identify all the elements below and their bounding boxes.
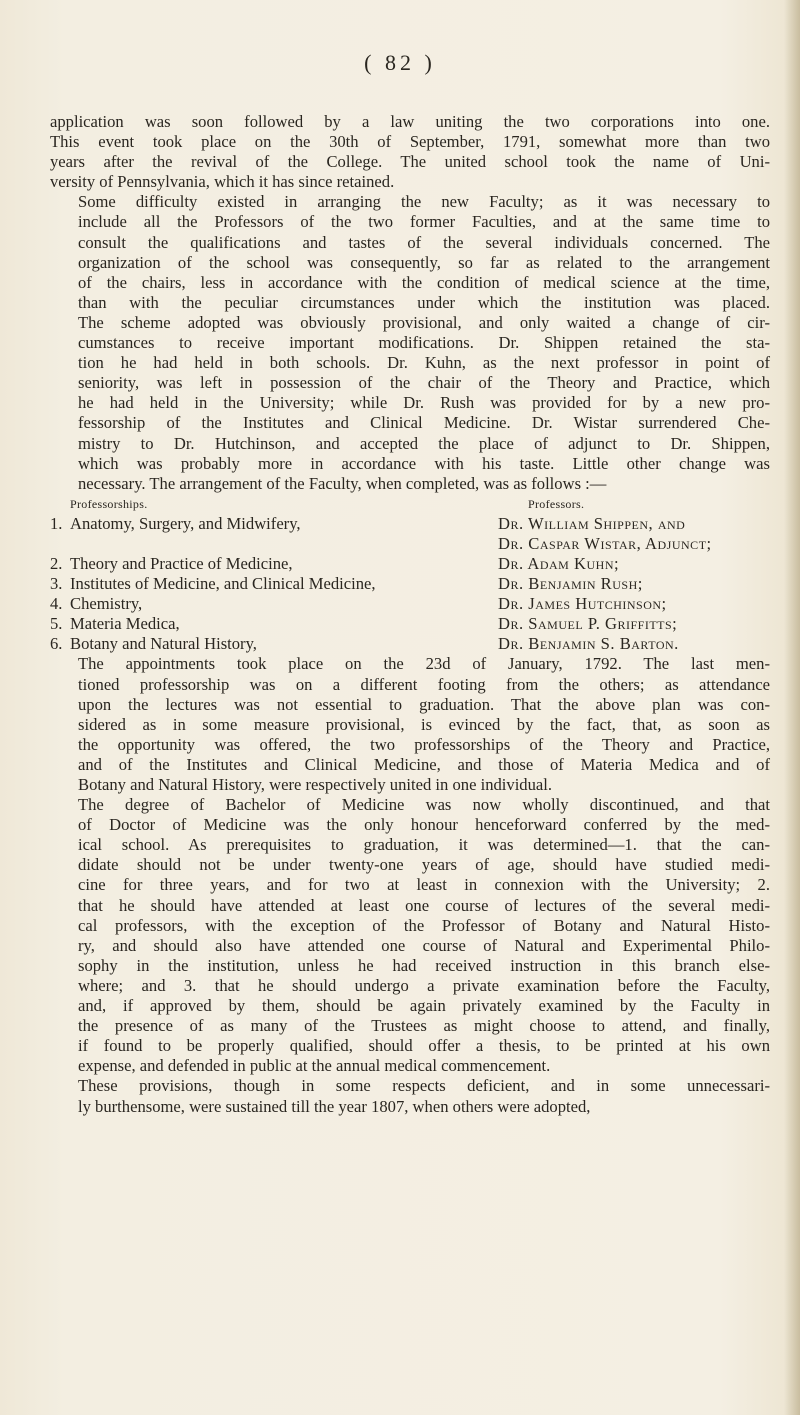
- text-line: which was probably more in accordance with his taste. Little other change was: [78, 453, 770, 473]
- text-line: sophy in the institution, unless he had received instruction in this branch else-: [78, 955, 770, 975]
- text-line: cal professors, with the exception of the Professor of Botany and Natural Histo-: [78, 915, 770, 935]
- text-line: These provisions, though in some respects deficient, and in some unnecessari-: [78, 1076, 770, 1096]
- text-line: of Doctor of Medicine was the only honour henceforward conferred by the med-: [78, 815, 770, 835]
- faculty-table-rows: [50, 514, 770, 655]
- text-line: and, if approved by them, should be again privately examined by the Faculty in: [78, 996, 770, 1016]
- text-line: tion he had held in both schools. Dr. Kuhn, as the next professor in point of: [78, 353, 770, 373]
- professorship-cell: Institutes of Medicine, and Clinical Medicine,: [70, 574, 376, 594]
- text-line: upon the lectures was not essential to graduation. That the above plan was con-: [78, 694, 770, 714]
- text-line: ical school. As prerequisites to graduation, it was determined—1. that the can-: [78, 835, 770, 855]
- row-number: 3.: [50, 574, 63, 594]
- text-line: cine for three years, and for two at least in connexion with the University; 2.: [78, 875, 770, 895]
- row-number: 2.: [50, 553, 63, 573]
- text-line: necessary. The arrangement of the Faculty, when completed, was as follows :—: [78, 473, 607, 493]
- professorship-cell: [70, 534, 498, 554]
- text-line: tioned professorship was on a different footing from the others; as attendance: [78, 674, 770, 694]
- faculty-table-header: [50, 494, 770, 514]
- text-line: Some difficulty existed in arranging the new Faculty; as it was necessary to: [78, 192, 770, 212]
- row-number: 4.: [50, 594, 63, 614]
- text-line: the opportunity was offered, the two professorships of the Theory and Practice,: [78, 734, 770, 754]
- professors-header: Professors.: [528, 496, 585, 511]
- professorship-cell: Chemistry,: [70, 594, 143, 614]
- text-line: didate should not be under twenty-one years of age, should have studied medi-: [78, 855, 770, 875]
- text-line: include all the Professors of the two former Faculties, and at the same time to: [78, 212, 770, 232]
- professor-cell: Dr. Adam Kuhn;: [498, 553, 620, 573]
- text-line: the presence of as many of the Trustees as might choose to attend, and finally,: [78, 1016, 770, 1036]
- text-line: sidered as in some measure provisional, is evinced by the fact, that, as soon as: [78, 714, 770, 734]
- text-line: consult the qualifications and tastes of the several individuals concerned. The: [78, 232, 770, 252]
- professor-cell: Dr. William Shippen, and: [498, 513, 686, 533]
- paragraph-4: [50, 795, 770, 1076]
- paragraph-1: [50, 112, 770, 192]
- text-line: application was soon followed by a law uniting the two corporations into one.: [50, 112, 770, 131]
- paragraph-3: [50, 654, 770, 795]
- text-line: ry, and should also have attended one course of Natural and Experimental Philo-: [78, 935, 770, 955]
- professorship-cell: Theory and Practice of Medicine,: [70, 553, 293, 573]
- professor-cell: Dr. Caspar Wistar, Adjunct;: [498, 533, 712, 553]
- text-line: than with the peculiar circumstances under which the institution was placed.: [78, 292, 770, 312]
- table-row: [50, 634, 770, 654]
- table-row: [50, 554, 770, 574]
- text-line: The degree of Bachelor of Medicine was now wholly discontinued, and that: [78, 795, 770, 815]
- text-line: mistry to Dr. Hutchinson, and accepted the place of adjunct to Dr. Shippen,: [78, 433, 770, 453]
- text-line: The appointments took place on the 23d of January, 1792. The last men-: [78, 654, 770, 674]
- table-row: [50, 594, 770, 614]
- professor-cell: Dr. James Hutchinson;: [498, 594, 667, 614]
- text-line: that he should have attended at least one course of lectures of the several medi-: [78, 895, 770, 915]
- professorship-cell: Anatomy, Surgery, and Midwifery,: [70, 513, 301, 533]
- row-number: 1.: [50, 513, 63, 533]
- page-number: ( 82 ): [364, 50, 436, 75]
- professorship-cell: Materia Medica,: [70, 614, 180, 634]
- professor-cell: Dr. Benjamin S. Barton.: [498, 634, 679, 654]
- table-row: [50, 574, 770, 594]
- faculty-table: [50, 494, 770, 655]
- row-number: 5.: [50, 614, 63, 634]
- table-row: [50, 534, 770, 554]
- page-edge-shadow: [784, 0, 800, 1415]
- text-line: if found to be properly qualified, should offer a thesis, to be printed at his own: [78, 1036, 770, 1056]
- text-line: he had held in the University; while Dr. Rush was provided for by a new pro-: [78, 393, 770, 413]
- text-line: seniority, was left in possession of the chair of the Theory and Practice, which: [78, 373, 770, 393]
- text-line: years after the revival of the College. The united school took the name of Uni-: [50, 152, 770, 172]
- text-line: and of the Institutes and Clinical Medicine, and those of Materia Medica and of: [78, 754, 770, 774]
- text-line: Botany and Natural History, were respectively united in one individual.: [78, 775, 553, 794]
- text-line: This event took place on the 30th of September, 1791, somewhat more than two: [50, 132, 770, 152]
- text-line: fessorship of the Institutes and Clinical Medicine. Dr. Wistar surrendered Che-: [78, 413, 770, 433]
- text-line: organization of the school was consequently, so far as related to the arrangement: [78, 252, 770, 272]
- professor-cell: Dr. Samuel P. Griffitts;: [498, 614, 678, 634]
- text-line: of the chairs, less in accordance with the condition of medical science at the time,: [78, 272, 770, 292]
- professor-cell: Dr. Benjamin Rush;: [498, 574, 643, 594]
- paragraph-2: [50, 192, 770, 493]
- text-line: expense, and defended in public at the annual medical commencement.: [78, 1056, 551, 1076]
- professorships-header: Professorships.: [70, 496, 148, 511]
- professorship-cell: Botany and Natural History,: [70, 634, 257, 654]
- paragraph-5: [50, 1076, 770, 1116]
- text-line: cumstances to receive important modifications. Dr. Shippen retained the sta-: [78, 333, 770, 353]
- row-number: [50, 534, 70, 554]
- text-line: The scheme adopted was obviously provisional, and only waited a change of cir-: [78, 312, 770, 332]
- body-text: [50, 112, 770, 1117]
- table-row: [50, 514, 770, 534]
- text-line: versity of Pennsylvania, which it has since retained.: [50, 172, 395, 192]
- text-line: where; and 3. that he should undergo a private examination before the Faculty,: [78, 975, 770, 995]
- text-line: ly burthensome, were sustained till the year 1807, when others were adopted,: [78, 1096, 591, 1116]
- table-row: [50, 614, 770, 634]
- row-number: 6.: [50, 634, 63, 654]
